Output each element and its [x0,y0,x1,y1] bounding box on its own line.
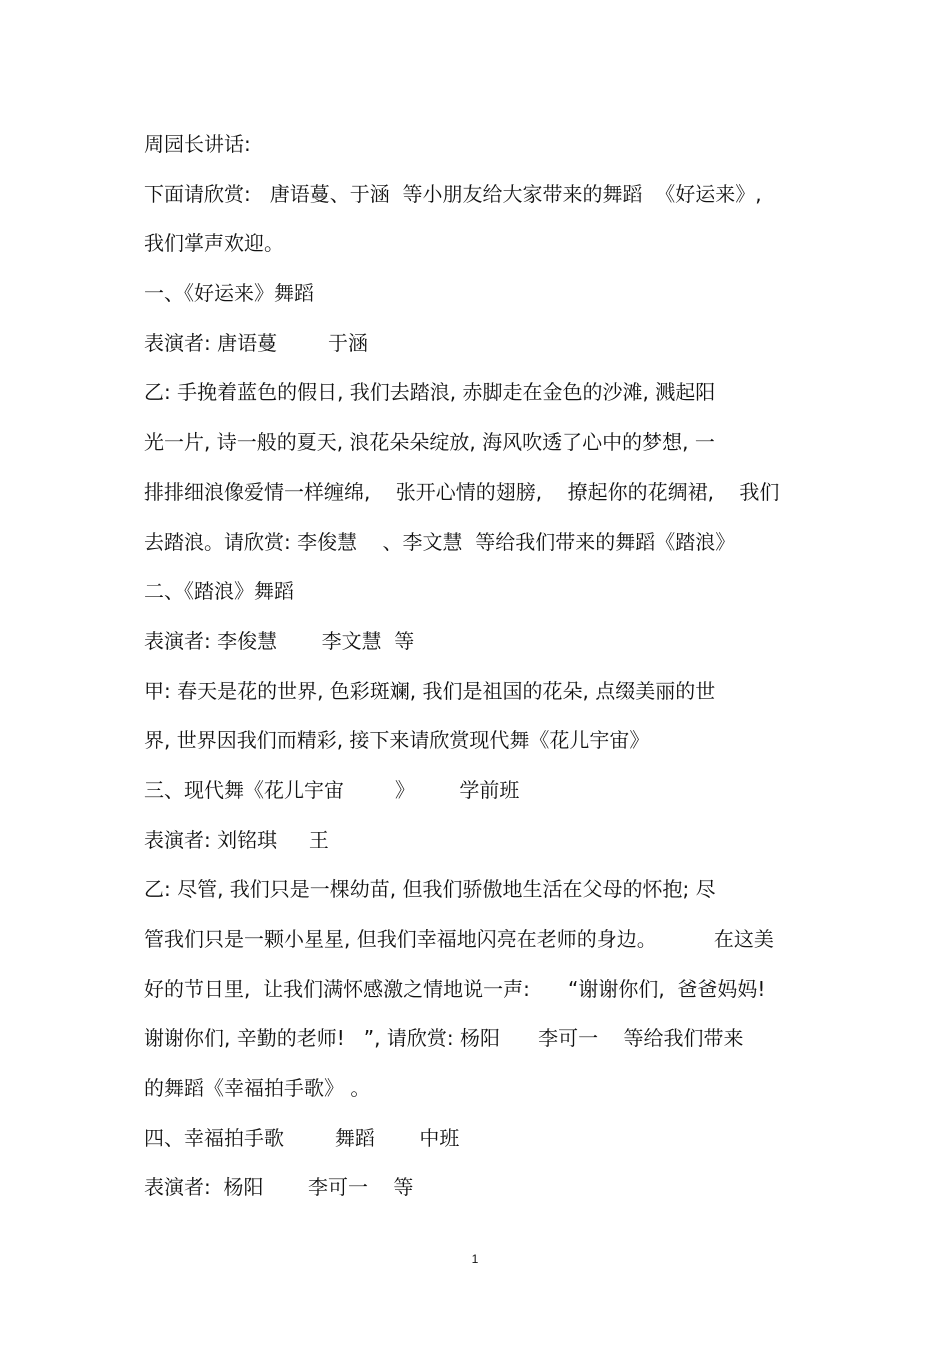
performer-line: 表演者: 李俊慧 李文慧 等 [144,628,415,653]
section-heading: 二、《踏浪》舞蹈 [144,579,294,604]
text-line: 乙: 手挽着蓝色的假日, 我们去踏浪, 赤脚走在金色的沙滩, 溅起阳 [144,380,716,405]
text-line: 乙: 尽管, 我们只是一棵幼苗, 但我们骄傲地生活在父母的怀抱; 尽 [144,877,716,902]
text-line: 甲: 春天是花的世界, 色彩斑斓, 我们是祖国的花朵, 点缀美丽的世 [144,678,716,703]
text-line: 光一片, 诗一般的夏天, 浪花朵朵绽放, 海风吹透了心中的梦想, 一 [144,430,715,455]
performer-line: 表演者: 刘铭琪 王 [144,827,329,852]
text-line: 管我们只是一颗小星星, 但我们幸福地闪亮在老师的身边。 在这美 [144,927,774,951]
text-line: 好的节日里, 让我们满怀感激之情地说一声: “谢谢你们, 爸爸妈妈! [144,976,766,1001]
performer-line: 表演者: 杨阳 李可一 等 [144,1175,414,1200]
text-line: 我们掌声欢迎。 [144,231,284,256]
text-line: 周园长讲话: [144,132,251,156]
section-heading: 一、《好运来》舞蹈 [144,281,314,306]
section-heading: 四、幸福拍手歌 舞蹈 中班 [144,1125,460,1150]
text-line: 下面请欣赏: 唐语蔓、于涵 等小朋友给大家带来的舞蹈 《好运来》, [144,181,762,206]
text-line: 界, 世界因我们而精彩, 接下来请欣赏现代舞《花儿宇宙》 [144,728,650,753]
text-line: 谢谢你们, 辛勤的老师! ”, 请欣赏: 杨阳 李可一 等给我们带来 [144,1026,744,1051]
performer-line: 表演者: 唐语蔓 于涵 [144,330,368,355]
text-line: 排排细浪像爱情一样缠绵, 张开心情的翅膀, 撩起你的花绸裙, 我们 [144,479,780,504]
text-line: 的舞蹈《幸福拍手歌》 。 [144,1076,371,1101]
text-line: 去踏浪。请欣赏: 李俊慧 、李文慧 等给我们带来的舞蹈《踏浪》 [144,529,736,554]
section-heading: 三、现代舞《花儿宇宙 》 学前班 [144,777,520,802]
page-number: 1 [471,1252,479,1266]
document-body [144,120,814,1213]
